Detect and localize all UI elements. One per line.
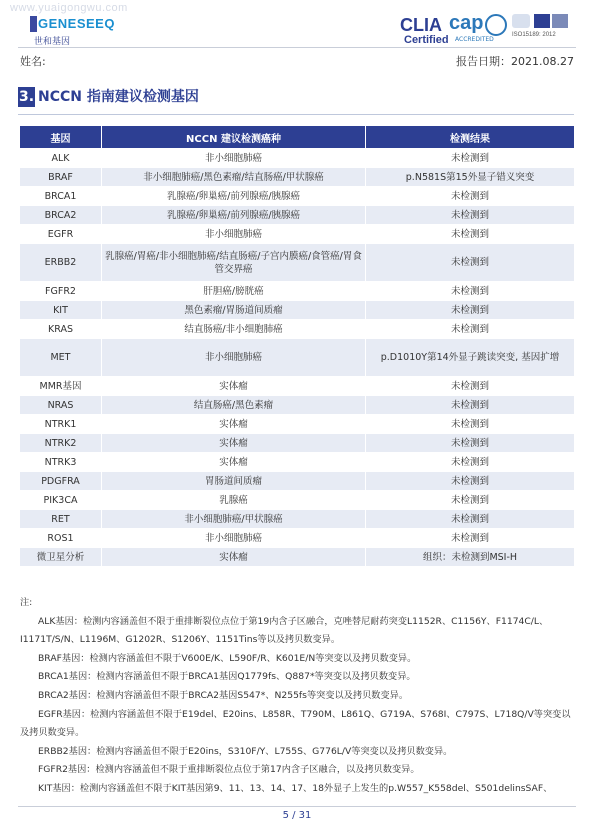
gene-cell: KRAS bbox=[20, 320, 102, 339]
cancer-cell: 非小细胞肺癌/黑色素瘤/结直肠癌/甲状腺癌 bbox=[102, 168, 366, 187]
table-row bbox=[20, 187, 575, 206]
cap-sub: ACCREDITED bbox=[455, 36, 494, 43]
cancer-cell: 实体瘤 bbox=[102, 548, 366, 567]
note-item: KIT基因：检测内容涵盖但不限于KIT基因第9、11、13、14、17、18外显子上发生的p.W557_K558del、S501delinsSAF、 bbox=[38, 782, 553, 794]
table-row bbox=[20, 510, 575, 529]
gene-cell: RET bbox=[20, 510, 102, 529]
cancer-cell: 非小细胞肺癌 bbox=[102, 529, 366, 548]
result-cell: 未检测到 bbox=[366, 415, 575, 434]
result-cell: p.D1010Y第14外显子跳读突变, 基因扩增 bbox=[366, 339, 575, 377]
patient-name-label: 姓名: bbox=[20, 55, 46, 68]
col-header-result: 检测结果 bbox=[366, 126, 575, 149]
result-cell: 未检测到 bbox=[366, 206, 575, 225]
result-cell: 未检测到 bbox=[366, 396, 575, 415]
result-cell: 未检测到 bbox=[366, 149, 575, 168]
result-cell: 未检测到 bbox=[366, 510, 575, 529]
table-row bbox=[20, 415, 575, 434]
result-cell: 未检测到 bbox=[366, 434, 575, 453]
gene-cell: BRCA1 bbox=[20, 187, 102, 206]
gene-cell: NTRK1 bbox=[20, 415, 102, 434]
gene-cell: NRAS bbox=[20, 396, 102, 415]
gene-cell: EGFR bbox=[20, 225, 102, 244]
table-row bbox=[20, 168, 575, 187]
result-cell: 未检测到 bbox=[366, 491, 575, 510]
cancer-cell: 实体瘤 bbox=[102, 453, 366, 472]
table-row bbox=[20, 206, 575, 225]
notes-label: 注: bbox=[20, 597, 33, 608]
gene-cell: NTRK3 bbox=[20, 453, 102, 472]
result-cell: 未检测到 bbox=[366, 225, 575, 244]
result-cell: 未检测到 bbox=[366, 472, 575, 491]
gene-cell: PIK3CA bbox=[20, 491, 102, 510]
watermark: www.yuaigongwu.com bbox=[10, 2, 128, 14]
cancer-cell: 实体瘤 bbox=[102, 415, 366, 434]
gene-cell: FGFR2 bbox=[20, 282, 102, 301]
table-row bbox=[20, 320, 575, 339]
footer-divider bbox=[18, 806, 576, 807]
result-cell: 未检测到 bbox=[366, 187, 575, 206]
result-cell: p.N581S第15外显子错义突变 bbox=[366, 168, 575, 187]
table-row bbox=[20, 491, 575, 510]
cap-logo bbox=[449, 12, 509, 44]
result-cell: 未检测到 bbox=[366, 453, 575, 472]
note-item: EGFR基因：检测内容涵盖但不限于E19del、E20ins、L858R、T790M、L861Q、G719A、S768I、C797S、L718Q/V等突变以及拷贝数变异。 bbox=[20, 708, 571, 739]
company-logo bbox=[30, 10, 115, 48]
section-number: 3. bbox=[18, 89, 35, 105]
table-row bbox=[20, 339, 575, 377]
cancer-cell: 非小细胞肺癌/甲状腺癌 bbox=[102, 510, 366, 529]
result-cell: 组织：未检测到MSI-H bbox=[366, 548, 575, 567]
table-row bbox=[20, 548, 575, 567]
logo-subtitle: 世和基因 bbox=[34, 37, 71, 47]
iso-badge-icon bbox=[512, 14, 530, 28]
cancer-cell: 非小细胞肺癌 bbox=[102, 149, 366, 168]
cancer-cell: 乳腺癌/胃癌/非小细胞肺癌/结直肠癌/子宫内膜癌/食管癌/胃食管交界癌 bbox=[102, 244, 366, 282]
table-row bbox=[20, 149, 575, 168]
gene-cell: 微卫星分析 bbox=[20, 548, 102, 567]
header-divider bbox=[18, 47, 576, 48]
clia-title: CLIA bbox=[400, 15, 442, 35]
notes bbox=[20, 594, 576, 799]
table-row bbox=[20, 472, 575, 491]
gene-cell: BRCA2 bbox=[20, 206, 102, 225]
cancer-cell: 肝胆癌/膀胱癌 bbox=[102, 282, 366, 301]
iso-text: ISO15189: 2012 bbox=[512, 32, 556, 38]
gene-cell: MET bbox=[20, 339, 102, 377]
page-number: 5 / 31 bbox=[282, 810, 312, 821]
cancer-cell: 胃肠道间质瘤 bbox=[102, 472, 366, 491]
iso-badge-icon bbox=[534, 14, 550, 28]
gene-cell: ERBB2 bbox=[20, 244, 102, 282]
table-row bbox=[20, 301, 575, 320]
col-header-cancer: NCCN 建议检测癌种 bbox=[102, 126, 366, 149]
clia-logo bbox=[400, 16, 449, 46]
result-cell: 未检测到 bbox=[366, 320, 575, 339]
clia-sub: Certified bbox=[404, 34, 449, 46]
section-divider bbox=[18, 114, 574, 115]
table-row bbox=[20, 244, 575, 282]
cancer-cell: 结直肠癌/黑色素瘤 bbox=[102, 396, 366, 415]
result-cell: 未检测到 bbox=[366, 529, 575, 548]
cancer-cell: 乳腺癌/卵巢癌/前列腺癌/胰腺癌 bbox=[102, 206, 366, 225]
result-cell: 未检测到 bbox=[366, 301, 575, 320]
gene-cell: NTRK2 bbox=[20, 434, 102, 453]
cancer-cell: 黑色素瘤/胃肠道间质瘤 bbox=[102, 301, 366, 320]
cancer-cell: 乳腺癌/卵巢癌/前列腺癌/胰腺癌 bbox=[102, 187, 366, 206]
note-item: ALK基因：检测内容涵盖但不限于重排断裂位点位于第19内含子区融合，克唑替尼耐药突变L1152R、C1156Y、F1174C/L、I1171T/S/N、L1196M、G1202R、S1206Y、1151Tins等以及拷贝数变异。 bbox=[20, 615, 549, 646]
table-row bbox=[20, 396, 575, 415]
result-cell: 未检测到 bbox=[366, 377, 575, 396]
logo-text: GENESEEQ bbox=[38, 16, 115, 31]
result-cell: 未检测到 bbox=[366, 244, 575, 282]
cap-text: cap bbox=[449, 12, 484, 34]
cancer-cell: 非小细胞肺癌 bbox=[102, 339, 366, 377]
note-item: BRCA1基因：检测内容涵盖但不限于BRCA1基因Q1779fs、Q887*等突变以及拷贝数变异。 bbox=[38, 671, 416, 683]
table-header-row bbox=[20, 126, 575, 149]
cancer-cell: 实体瘤 bbox=[102, 377, 366, 396]
note-item: ERBB2基因：检测内容涵盖但不限于E20ins，S310F/Y、L755S、G776L/V等突变以及拷贝数变异。 bbox=[38, 745, 453, 757]
iso-badge-icon bbox=[552, 14, 568, 28]
cancer-cell: 乳腺癌 bbox=[102, 491, 366, 510]
table-row bbox=[20, 529, 575, 548]
table-row bbox=[20, 225, 575, 244]
gene-cell: KIT bbox=[20, 301, 102, 320]
cancer-cell: 结直肠癌/非小细胞肺癌 bbox=[102, 320, 366, 339]
result-cell: 未检测到 bbox=[366, 282, 575, 301]
table-row bbox=[20, 282, 575, 301]
section-heading bbox=[18, 87, 199, 107]
section-title: NCCN 指南建议检测基因 bbox=[38, 89, 199, 105]
gene-cell: PDGFRA bbox=[20, 472, 102, 491]
report-date: 报告日期：2021.08.27 bbox=[456, 55, 574, 68]
cap-check-icon bbox=[485, 14, 507, 36]
cancer-cell: 实体瘤 bbox=[102, 434, 366, 453]
table-row bbox=[20, 434, 575, 453]
table-row bbox=[20, 377, 575, 396]
col-header-gene: 基因 bbox=[20, 126, 102, 149]
nccn-gene-table bbox=[19, 125, 575, 567]
gene-cell: ALK bbox=[20, 149, 102, 168]
table-row bbox=[20, 453, 575, 472]
note-item: FGFR2基因：检测内容涵盖但不限于重排断裂位点位于第17内含子区融合，以及拷贝数变异。 bbox=[38, 764, 420, 776]
cancer-cell: 非小细胞肺癌 bbox=[102, 225, 366, 244]
gene-cell: MMR基因 bbox=[20, 377, 102, 396]
logo-mark-icon bbox=[30, 16, 37, 32]
note-item: BRCA2基因：检测内容涵盖但不限于BRCA2基因S547*、N255fs等突变以及拷贝数变异。 bbox=[38, 689, 409, 701]
note-item: BRAF基因：检测内容涵盖但不限于V600E/K、L590F/R、K601E/N等突变以及拷贝数变异。 bbox=[38, 652, 417, 664]
gene-cell: ROS1 bbox=[20, 529, 102, 548]
iso-logo bbox=[512, 14, 572, 44]
gene-cell: BRAF bbox=[20, 168, 102, 187]
